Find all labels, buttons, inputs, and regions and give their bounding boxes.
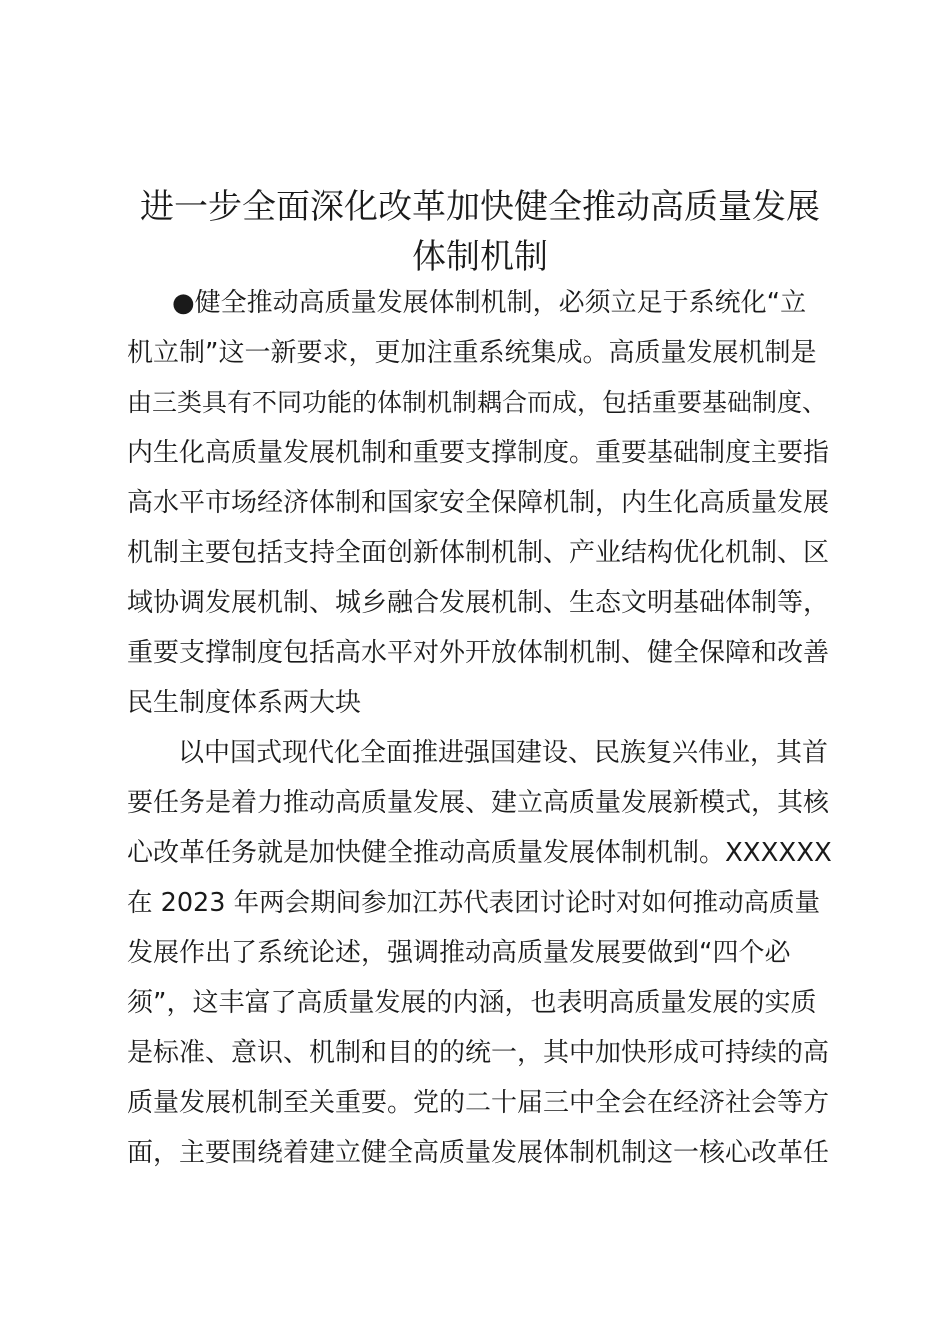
paragraph-2-line: 在 2023 年两会期间参加江苏代表团讨论时对如何推动高质量 bbox=[127, 888, 821, 918]
title-line-1: 进一步全面深化改革加快健全推动高质量发展 bbox=[140, 187, 820, 227]
paragraph-2-line: 须”，这丰富了高质量发展的内涵，也表明高质量发展的实质 bbox=[127, 988, 817, 1018]
paragraph-1-line: 域协调发展机制、城乡融合发展机制、生态文明基础体制等， bbox=[127, 588, 830, 618]
paragraph-2-line: 发展作出了系统论述，强调推动高质量发展要做到“四个必 bbox=[127, 938, 791, 968]
paragraph-2-line: 心改革任务就是加快健全推动高质量发展体制机制。XXXXXX bbox=[127, 838, 832, 868]
paragraph-2-line: 是标准、意识、机制和目的的统一，其中加快形成可持续的高 bbox=[127, 1038, 830, 1068]
paragraph-2-line: 面，主要围绕着建立健全高质量发展体制机制这一核心改革任 bbox=[127, 1138, 830, 1168]
paragraph-1-line: 机制主要包括支持全面创新体制机制、产业结构优化机制、区 bbox=[127, 538, 830, 568]
paragraph-1-line: 重要支撑制度包括高水平对外开放体制机制、健全保障和改善 bbox=[127, 638, 830, 668]
paragraph-2-line: 要任务是着力推动高质量发展、建立高质量发展新模式，其核 bbox=[127, 788, 830, 818]
paragraph-1-line: 由三类具有不同功能的体制机制耦合而成，包括重要基础制度、 bbox=[127, 388, 828, 417]
document-title bbox=[110, 182, 850, 282]
paragraph-2-line: 质量发展机制至关重要。党的二十届三中全会在经济社会等方 bbox=[127, 1088, 830, 1118]
paragraph-1-line: 内生化高质量发展机制和重要支撑制度。重要基础制度主要指 bbox=[127, 438, 830, 468]
paragraph-1-line: ●健全推动高质量发展体制机制，必须立足于系统化“立 bbox=[172, 288, 807, 318]
title-line-2: 体制机制 bbox=[412, 237, 548, 277]
paragraph-1-line: 民生制度体系两大块 bbox=[127, 688, 362, 718]
paragraph-1-line: 高水平市场经济体制和国家安全保障机制，内生化高质量发展 bbox=[127, 488, 830, 518]
paragraph-2-line: 以中国式现代化全面推进强国建设、民族复兴伟业，其首 bbox=[178, 738, 829, 768]
paragraph-1-line: 机立制”这一新要求，更加注重系统集成。高质量发展机制是 bbox=[127, 338, 817, 368]
